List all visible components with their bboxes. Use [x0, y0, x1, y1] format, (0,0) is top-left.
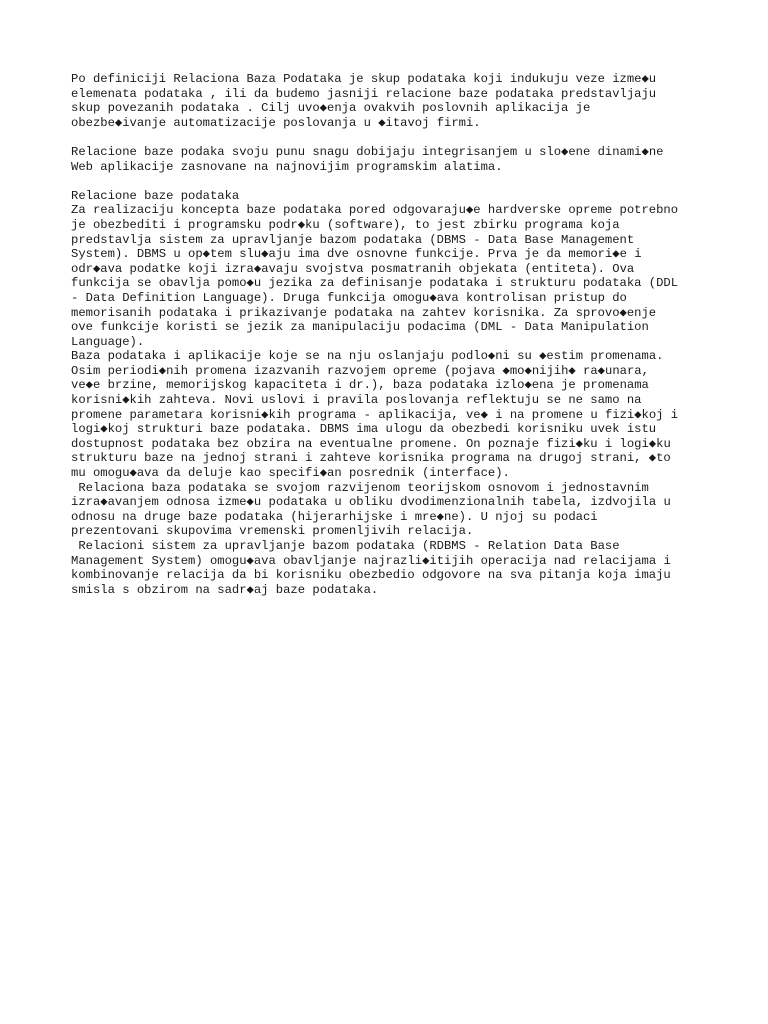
text-line: Za realizaciju koncepta baze podataka pored odgovaraju◆e hardverske opreme potrebno [71, 203, 679, 218]
text-line: korisni◆kih zahteva. Novi uslovi i pravila poslovanja reflektuju se ne samo na [71, 393, 642, 408]
text-line: Baza podataka i aplikacije koje se na nju oslanjaju podlo◆ni su ◆estim promenama. [71, 349, 664, 364]
text-line: Osim periodi◆nih promena izazvanih razvojem opreme (pojava ◆mo◆nijih◆ ra◆unara, [71, 363, 649, 378]
text-line: strukturu baze na jednoj strani i zahteve korisnika programa na drugoj strani, ◆to [71, 451, 671, 466]
text-line: obezbe◆ivanje automatizacije poslovanja u ◆itavoj firmi. [71, 115, 481, 130]
text-line: je obezbediti i programsku podr◆ku (software), to jest zbirku programa koja [71, 217, 620, 232]
text-line: logi◆koj strukturi baze podataka. DBMS ima ulogu da obezbedi korisniku uvek istu [71, 422, 657, 437]
text-line: prezentovani skupovima vremenski promenljivih relacija. [71, 524, 474, 539]
text-line: predstavlja sistem za upravljanje bazom podataka (DBMS - Data Base Management [71, 232, 635, 247]
text-line: Relaciona baza podataka se svojom razvijenom teorijskom osnovom i jednostavnim [71, 480, 649, 495]
text-line: odnosu na druge baze podataka (hijerarhijske i mre◆ne). U njoj su podaci [71, 509, 598, 524]
text-line: Relacioni sistem za upravljanje bazom podataka (RDBMS - Relation Data Base [71, 539, 620, 553]
text-line: Management System) omogu◆ava obavljanje najrazli◆itijih operacija nad relacijama i [71, 553, 671, 568]
text-line: odr◆ava podatke koji izra◆avaju svojstva posmatranih objekata (entiteta). Ova [71, 261, 635, 276]
text-line: ove funkcije koristi se jezik za manipulaciju podacima (DML - Data Manipulation [71, 320, 649, 335]
text-line: - Data Definition Language). Druga funkcija omogu◆ava kontrolisan pristup do [71, 290, 627, 305]
text-line: Web aplikacije zasnovane na najnovijim programskim alatima. [71, 159, 503, 174]
text-line: memorisanih podataka i prikazivanje podataka na zahtev korisnika. Za sprovo◆enje [71, 305, 657, 320]
text-line: System). DBMS u op◆tem slu◆aju ima dve osnovne funkcije. Prva je da memori◆e i [71, 247, 642, 262]
text-line: Language). [71, 334, 145, 349]
text-line: Relacione baze podataka [71, 188, 240, 203]
text-line: elemenata podataka , ili da budemo jasniji relacione baze podataka predstavljaju [71, 86, 657, 101]
text-line: promene parametara korisni◆kih programa - aplikacija, ve◆ i na promene u fizi◆koj i [71, 407, 679, 422]
text-line: izra◆avanjem odnosa izme◆u podataka u obliku dvodimenzionalnih tabela, izdvojila u [71, 495, 671, 510]
text-line: kombinovanje relacija da bi korisniku obezbedio odgovore na sva pitanja koja imaju [71, 568, 671, 583]
text-line: smisla s obzirom na sadr◆aj baze podataka. [71, 582, 379, 597]
text-line: skup povezanih podataka . Cilj uvo◆enja ovakvih poslovnih aplikacija je [71, 101, 591, 116]
document-page [71, 72, 711, 597]
text-line [71, 130, 711, 145]
text-line: mu omogu◆ava da deluje kao specifi◆an posrednik (interface). [71, 466, 510, 481]
text-line: funkcija se obavlja pomo◆u jezika za definisanje podataka i strukturu podataka (DDL [71, 276, 679, 291]
text-line: Po definiciji Relaciona Baza Podataka je skup podataka koji indukuju veze izme◆u [71, 72, 657, 86]
text-line [71, 174, 711, 189]
text-line: ve◆e brzine, memorijskog kapaciteta i dr.), baza podataka izlo◆ena je promenama [71, 378, 649, 393]
text-line: dostupnost podataka bez obzira na eventualne promene. On poznaje fizi◆ku i logi◆ku [71, 436, 671, 451]
text-line: Relacione baze podaka svoju punu snagu dobijaju integrisanjem u slo◆ene dinami◆ne [71, 144, 664, 159]
